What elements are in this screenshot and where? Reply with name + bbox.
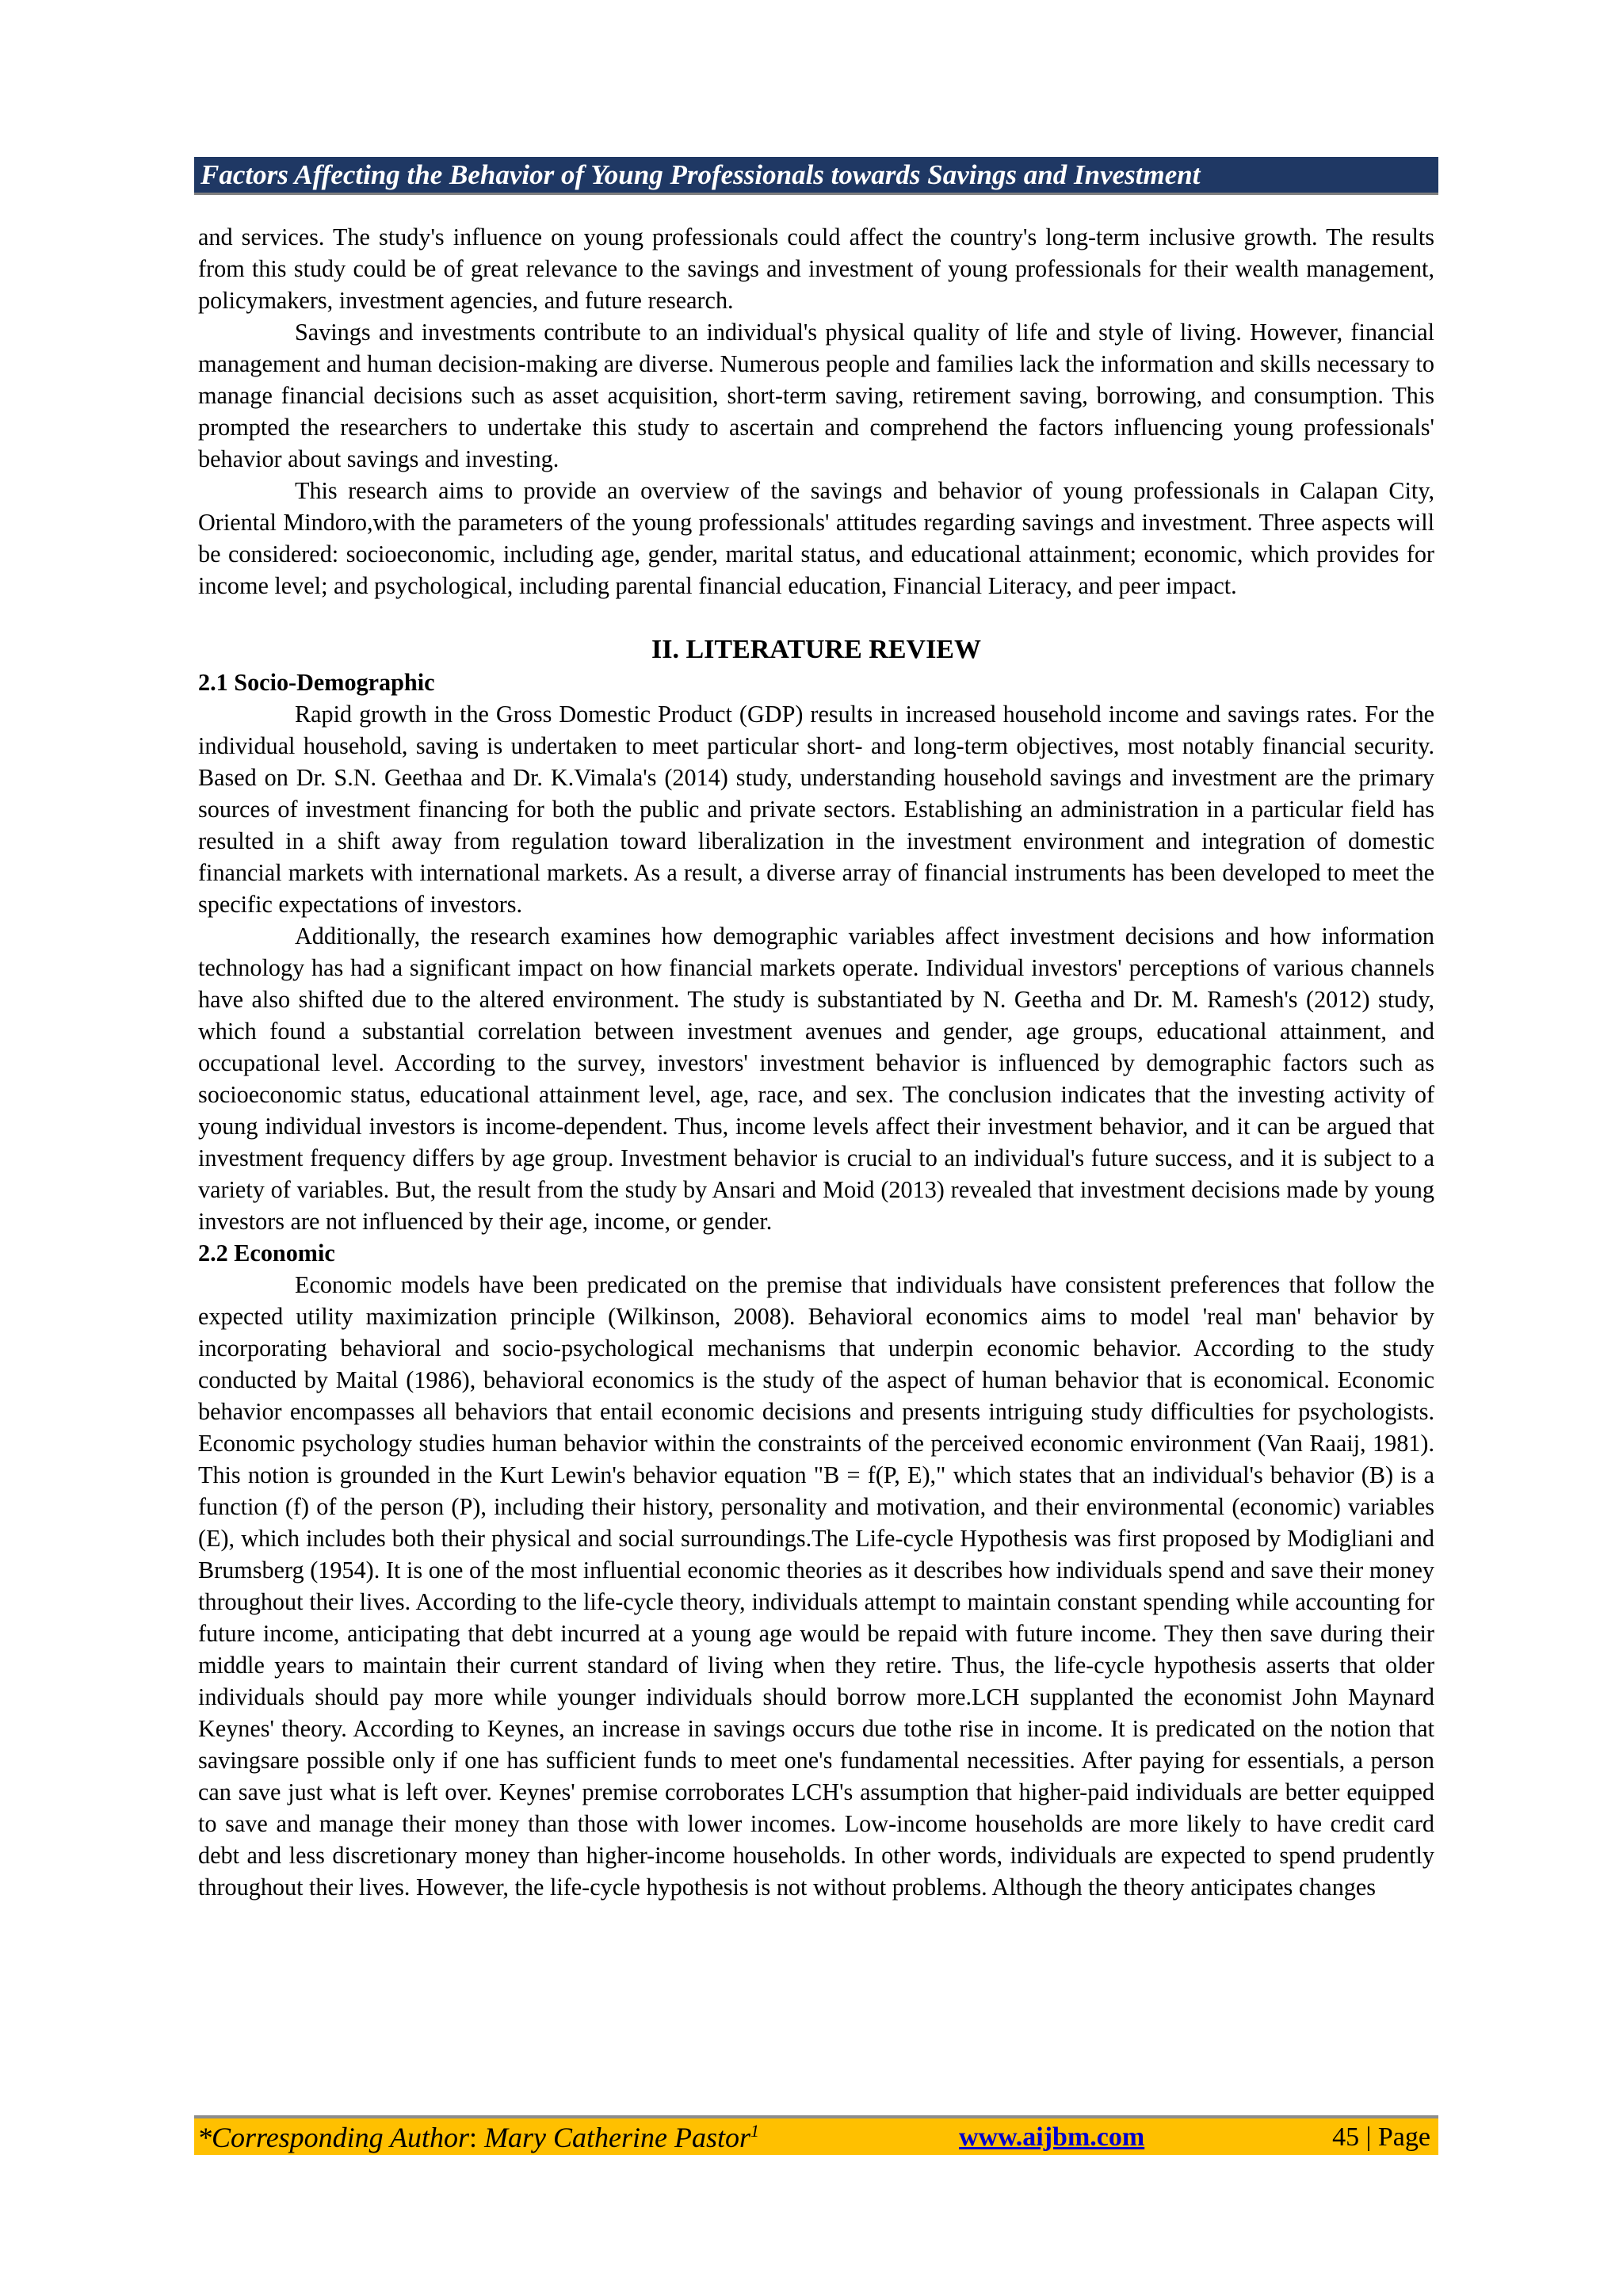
corresponding-author-name: Mary Catherine Pastor	[484, 2122, 751, 2153]
page-number: 45 | Page	[1332, 2122, 1430, 2152]
journal-website-link[interactable]: www.aijbm.com	[959, 2122, 1145, 2152]
intro-paragraph-2: Savings and investments contribute to an individual's physical quality of life and style of living. However, financial management and human decision-making are diverse. Numerous people and families lack the information and skills necessary to manage financial decisions such as asset acquisition, short-term saving, retirement saving, borrowing, and consumption. This prompted the researchers to undertake this study to ascertain and comprehend the factors influencing young professionals' behavior about savings and investing.	[198, 319, 1434, 472]
subsection-heading-socio-demographic: 2.1 Socio-Demographic	[198, 669, 435, 696]
corresponding-author-label: *Corresponding Author	[197, 2122, 470, 2153]
intro-paragraph-1: and services. The study's influence on young professionals could affect the country's long-term inclusive growth. The results from this study could be of great relevance to the savings and investment of young professionals for their wealth management, policymakers, investment agencies, and future research.	[198, 223, 1434, 314]
section-title: II. LITERATURE REVIEW	[651, 635, 981, 664]
subsection-heading-economic: 2.2 Economic	[198, 1240, 335, 1266]
socio-demographic-paragraph-1: Rapid growth in the Gross Domestic Product (GDP) results in increased household income and savings rates. For the individual household, saving is undertaken to meet particular short- and long-term objectives, most notably financial security. Based on Dr. S.N. Geethaa and Dr. K.Vimala's (2014) study, understanding household savings and investment are the primary sources of investment financing for both the public and private sectors. Establishing an administration in a particular field has resulted in a shift away from regulation toward liberalization in the investment environment and integration of domestic financial markets with international markets. As a result, a diverse array of financial instruments has been developed to meet the specific expectations of investors.	[198, 701, 1434, 918]
corresponding-author-separator: :	[469, 2122, 485, 2153]
running-header-title: Factors Affecting the Behavior of Young Professionals towards Savings and Investment	[200, 159, 1201, 190]
socio-demographic-paragraph-2: Additionally, the research examines how demographic variables affect investment decisions and how information technology has had a significant impact on how financial markets operate. Individual investors' perceptions of various channels have also shifted due to the altered environment. The study is substantiated by N. Geetha and Dr. M. Ramesh's (2012) study, which found a substantial correlation between investment avenues and gender, age groups, educational attainment, and occupational level. According to the survey, investors' investment behavior is influenced by demographic factors such as socioeconomic status, educational attainment level, age, race, and sex. The conclusion indicates that the investing activity of young individual investors is income-dependent. Thus, income levels affect their investment behavior, and it can be argued that investment frequency differs by age group. Investment behavior is crucial to an individual's future success, and it is subject to a variety of variables. But, the result from the study by Ansari and Moid (2013) revealed that investment decisions made by young investors are not influenced by their age, income, or gender.	[198, 923, 1434, 1235]
economic-paragraph-1: Economic models have been predicated on the premise that individuals have consistent preferences that follow the expected utility maximization principle (Wilkinson, 2008). Behavioral economics aims to model 'real man' behavior by incorporating behavioral and socio-psychological mechanisms that underpin economic behavior. According to the study conducted by Maital (1986), behavioral economics is the study of the aspect of human behavior that is economical. Economic behavior encompasses all behaviors that entail economic decisions and presents intriguing study difficulties for psychologists. Economic psychology studies human behavior within the constraints of the perceived economic environment (Van Raaij, 1981). This notion is grounded in the Kurt Lewin's behavior equation "B = f(P, E)," which states that an individual's behavior (B) is a function (f) of the person (P), including their history, personality and motivation, and their environmental (economic) variables (E), which includes both their physical and social surroundings.The Life-cycle Hypothesis was first proposed by Modigliani and Brumsberg (1954). It is one of the most influential economic theories as it describes how individuals spend and save their money throughout their lives. According to the life-cycle theory, individuals attempt to maintain constant spending while accounting for future income, anticipating that debt incurred at a young age would be repaid with future income. They then save during their middle years to maintain their current standard of living when they retire. Thus, the life-cycle hypothesis asserts that older individuals should pay more while younger individuals should borrow more.LCH supplanted the economist John Maynard Keynes' theory. According to Keynes, an increase in savings occurs due tothe rise in income. It is predicated on the notion that savingsare possible only if one has sufficient funds to meet one's fundamental necessities. After paying for essentials, a person can save just what is left over. Keynes' premise corroborates LCH's assumption that higher-paid individuals are better equipped to save and manage their money than those with lower incomes. Low-income households are more likely to have credit card debt and less discretionary money than higher-income households. In other words, individuals are expected to spend prudently throughout their lives. However, the life-cycle hypothesis is not without problems. Although the theory anticipates changes	[198, 1271, 1434, 1901]
running-header	[194, 157, 1438, 195]
author-affiliation-marker: 1	[750, 2121, 760, 2141]
intro-paragraph-3: This research aims to provide an overview of the savings and behavior of young professionals in Calapan City, Oriental Mindoro,with the parameters of the young professionals' attitudes regarding savings and investment. Three aspects will be considered: socioeconomic, including age, gender, marital status, and educational attainment; economic, which provides for income level; and psychological, including parental financial education, Financial Literacy, and peer impact.	[198, 477, 1434, 599]
article-body	[198, 221, 1434, 1903]
corresponding-author	[197, 2120, 759, 2155]
page-footer	[194, 2115, 1438, 2155]
